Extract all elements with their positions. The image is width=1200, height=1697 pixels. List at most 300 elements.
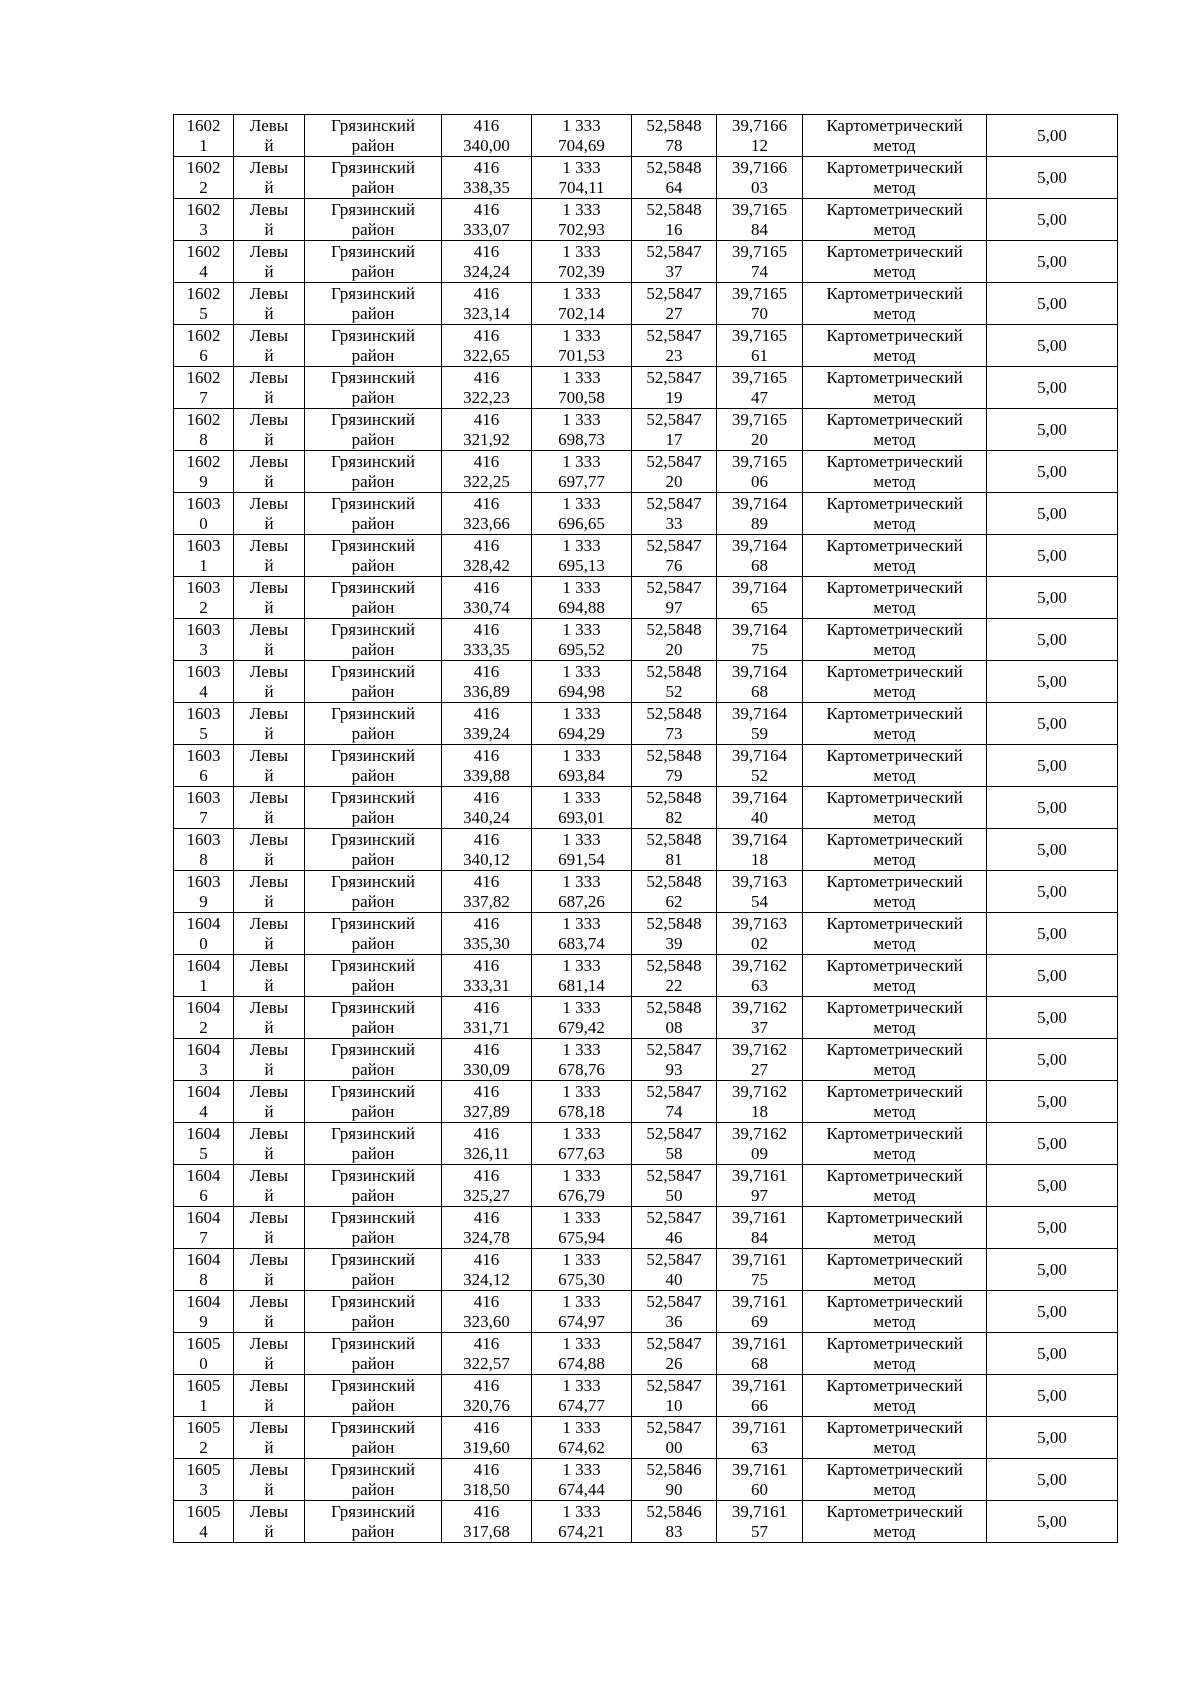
y-coordinate-part1: 1 333 xyxy=(562,1459,601,1479)
district-cell xyxy=(305,619,442,661)
y-coordinate-part1: 1 333 xyxy=(562,115,601,135)
accuracy-cell: 5,00 xyxy=(987,1123,1118,1165)
latitude-part1: 52,5847 xyxy=(646,283,702,303)
y-coordinate-part1: 1 333 xyxy=(562,535,601,555)
side-part1: Левы xyxy=(249,1039,289,1059)
y-coordinate-part1: 1 333 xyxy=(562,745,601,765)
point-number-part2: 1 xyxy=(199,135,208,155)
longitude-part2: 68 xyxy=(751,555,768,575)
point-number-part2: 2 xyxy=(199,1437,208,1457)
x-coordinate-cell xyxy=(442,1207,532,1249)
longitude-part1: 39,7161 xyxy=(731,1459,788,1479)
longitude-part2: 75 xyxy=(751,639,768,659)
accuracy-cell: 5,00 xyxy=(987,1417,1118,1459)
x-coordinate-cell xyxy=(442,913,532,955)
x-coordinate-cell xyxy=(442,829,532,871)
side-part1: Левы xyxy=(249,199,289,219)
longitude-part2: 27 xyxy=(751,1059,768,1079)
x-coordinate-part2: 322,25 xyxy=(463,471,510,491)
method-part2: метод xyxy=(873,975,916,995)
y-coordinate-cell xyxy=(532,955,632,997)
method-part2: метод xyxy=(873,1521,916,1541)
latitude-cell xyxy=(632,241,717,283)
side-cell xyxy=(234,703,305,745)
table-row xyxy=(174,1081,1118,1123)
point-number-part2: 1 xyxy=(199,1395,208,1415)
x-coordinate-cell xyxy=(442,367,532,409)
x-coordinate-part1: 416 xyxy=(473,619,500,639)
y-coordinate-cell xyxy=(532,451,632,493)
accuracy-cell: 5,00 xyxy=(987,1039,1118,1081)
latitude-part1: 52,5847 xyxy=(646,1207,702,1227)
district-part2: район xyxy=(351,1353,395,1373)
latitude-part1: 52,5847 xyxy=(646,1375,702,1395)
method-part1: Картометрический xyxy=(826,1459,963,1479)
y-coordinate-part1: 1 333 xyxy=(562,1207,601,1227)
side-part1: Левы xyxy=(249,241,289,261)
longitude-cell xyxy=(717,787,803,829)
point-number-cell xyxy=(174,115,234,157)
point-number-part2: 3 xyxy=(199,219,208,239)
side-part1: Левы xyxy=(249,1207,289,1227)
x-coordinate-part1: 416 xyxy=(473,1081,500,1101)
coordinates-table xyxy=(173,114,1118,1543)
method-cell xyxy=(803,1333,987,1375)
latitude-part2: 46 xyxy=(665,1227,683,1247)
x-coordinate-part2: 338,35 xyxy=(463,177,510,197)
point-number-part2: 9 xyxy=(199,471,208,491)
latitude-part2: 62 xyxy=(665,891,683,911)
district-cell xyxy=(305,325,442,367)
district-part1: Грязинский xyxy=(331,115,415,135)
method-cell xyxy=(803,1459,987,1501)
x-coordinate-part1: 416 xyxy=(473,493,500,513)
method-part2: метод xyxy=(873,135,916,155)
district-part2: район xyxy=(351,261,395,281)
longitude-cell xyxy=(717,955,803,997)
latitude-part2: 64 xyxy=(665,177,683,197)
point-number-cell xyxy=(174,1165,234,1207)
latitude-cell xyxy=(632,367,717,409)
x-coordinate-cell xyxy=(442,1375,532,1417)
y-coordinate-part2: 674,88 xyxy=(558,1353,605,1373)
y-coordinate-cell xyxy=(532,409,632,451)
latitude-cell xyxy=(632,955,717,997)
side-part2: й xyxy=(264,135,274,155)
accuracy-cell: 5,00 xyxy=(987,703,1118,745)
method-part1: Картометрический xyxy=(826,829,963,849)
accuracy-cell: 5,00 xyxy=(987,1375,1118,1417)
method-part1: Картометрический xyxy=(826,1333,963,1353)
x-coordinate-cell xyxy=(442,241,532,283)
method-cell xyxy=(803,745,987,787)
x-coordinate-part2: 331,71 xyxy=(463,1017,510,1037)
x-coordinate-cell xyxy=(442,1039,532,1081)
side-part2: й xyxy=(264,723,274,743)
district-cell xyxy=(305,1333,442,1375)
side-cell xyxy=(234,1039,305,1081)
method-part1: Картометрический xyxy=(826,199,963,219)
side-cell xyxy=(234,871,305,913)
point-number-cell xyxy=(174,1081,234,1123)
table-row xyxy=(174,241,1118,283)
side-part1: Левы xyxy=(249,1459,289,1479)
district-part2: район xyxy=(351,1269,395,1289)
y-coordinate-cell xyxy=(532,1417,632,1459)
method-part1: Картометрический xyxy=(826,577,963,597)
longitude-part2: 61 xyxy=(751,345,768,365)
point-number-part1: 1605 xyxy=(186,1459,221,1479)
longitude-part2: 74 xyxy=(751,261,768,281)
district-part2: район xyxy=(351,471,395,491)
side-cell xyxy=(234,199,305,241)
method-cell xyxy=(803,829,987,871)
longitude-part2: 60 xyxy=(751,1479,768,1499)
point-number-part1: 1604 xyxy=(186,1207,221,1227)
latitude-cell xyxy=(632,1039,717,1081)
y-coordinate-part2: 702,93 xyxy=(558,219,605,239)
district-part1: Грязинский xyxy=(331,451,415,471)
longitude-cell xyxy=(717,703,803,745)
method-part2: метод xyxy=(873,597,916,617)
point-number-part1: 1604 xyxy=(186,955,221,975)
district-part2: район xyxy=(351,387,395,407)
point-number-cell xyxy=(174,787,234,829)
side-cell xyxy=(234,241,305,283)
district-part1: Грязинский xyxy=(331,241,415,261)
side-part2: й xyxy=(264,219,274,239)
x-coordinate-cell xyxy=(442,661,532,703)
latitude-cell xyxy=(632,661,717,703)
method-part2: метод xyxy=(873,639,916,659)
latitude-part2: 36 xyxy=(665,1311,683,1331)
table-row xyxy=(174,703,1118,745)
longitude-part1: 39,7164 xyxy=(731,661,788,681)
method-part1: Картометрический xyxy=(826,1249,963,1269)
y-coordinate-part2: 693,01 xyxy=(558,807,605,827)
method-part2: метод xyxy=(873,1017,916,1037)
point-number-part2: 3 xyxy=(199,1479,208,1499)
district-part1: Грязинский xyxy=(331,1333,415,1353)
y-coordinate-part1: 1 333 xyxy=(562,1417,601,1437)
latitude-part1: 52,5848 xyxy=(646,157,702,177)
method-cell xyxy=(803,1039,987,1081)
point-number-part2: 5 xyxy=(199,1143,208,1163)
district-part1: Грязинский xyxy=(331,955,415,975)
latitude-part1: 52,5847 xyxy=(646,1417,702,1437)
side-part1: Левы xyxy=(249,829,289,849)
point-number-cell xyxy=(174,1333,234,1375)
latitude-part2: 26 xyxy=(665,1353,683,1373)
method-part1: Картометрический xyxy=(826,745,963,765)
district-part2: район xyxy=(351,303,395,323)
point-number-cell xyxy=(174,829,234,871)
point-number-part1: 1604 xyxy=(186,997,221,1017)
longitude-part1: 39,7165 xyxy=(731,367,788,387)
latitude-part2: 81 xyxy=(665,849,683,869)
side-part2: й xyxy=(264,429,274,449)
latitude-part2: 00 xyxy=(665,1437,683,1457)
latitude-cell xyxy=(632,283,717,325)
point-number-part2: 1 xyxy=(199,975,208,995)
y-coordinate-part2: 704,69 xyxy=(558,135,605,155)
x-coordinate-part2: 333,35 xyxy=(463,639,510,659)
longitude-part2: 65 xyxy=(751,597,768,617)
side-cell xyxy=(234,325,305,367)
district-part2: район xyxy=(351,765,395,785)
method-part2: метод xyxy=(873,1353,916,1373)
y-coordinate-cell xyxy=(532,1375,632,1417)
table-row xyxy=(174,115,1118,157)
method-cell xyxy=(803,1375,987,1417)
side-cell xyxy=(234,409,305,451)
longitude-part1: 39,7165 xyxy=(731,283,788,303)
latitude-part2: 76 xyxy=(665,555,683,575)
x-coordinate-cell xyxy=(442,1333,532,1375)
method-cell xyxy=(803,325,987,367)
district-part2: район xyxy=(351,219,395,239)
district-part1: Грязинский xyxy=(331,1123,415,1143)
y-coordinate-part1: 1 333 xyxy=(562,199,601,219)
district-part1: Грязинский xyxy=(331,409,415,429)
accuracy-cell: 5,00 xyxy=(987,787,1118,829)
y-coordinate-cell xyxy=(532,1123,632,1165)
district-part1: Грязинский xyxy=(331,325,415,345)
accuracy-cell: 5,00 xyxy=(987,1081,1118,1123)
longitude-part2: 68 xyxy=(751,1353,768,1373)
method-part2: метод xyxy=(873,303,916,323)
x-coordinate-part2: 340,00 xyxy=(463,135,510,155)
x-coordinate-cell xyxy=(442,409,532,451)
latitude-part1: 52,5848 xyxy=(646,745,702,765)
latitude-part1: 52,5848 xyxy=(646,703,702,723)
latitude-part1: 52,5847 xyxy=(646,1165,702,1185)
latitude-part2: 17 xyxy=(665,429,683,449)
side-part2: й xyxy=(264,1143,274,1163)
longitude-cell xyxy=(717,1207,803,1249)
latitude-part2: 27 xyxy=(665,303,683,323)
method-part1: Картометрический xyxy=(826,1375,963,1395)
latitude-cell xyxy=(632,913,717,955)
y-coordinate-cell xyxy=(532,115,632,157)
longitude-cell xyxy=(717,1333,803,1375)
latitude-part1: 52,5847 xyxy=(646,1333,702,1353)
side-part2: й xyxy=(264,303,274,323)
latitude-part1: 52,5847 xyxy=(646,367,702,387)
side-cell xyxy=(234,955,305,997)
latitude-part2: 37 xyxy=(665,261,683,281)
x-coordinate-part1: 416 xyxy=(473,1207,500,1227)
district-part2: район xyxy=(351,1311,395,1331)
y-coordinate-part1: 1 333 xyxy=(562,913,601,933)
method-part2: метод xyxy=(873,1185,916,1205)
y-coordinate-cell xyxy=(532,913,632,955)
longitude-cell xyxy=(717,1375,803,1417)
district-part1: Грязинский xyxy=(331,1417,415,1437)
x-coordinate-cell xyxy=(442,619,532,661)
side-part2: й xyxy=(264,1479,274,1499)
table-row xyxy=(174,1123,1118,1165)
latitude-part2: 20 xyxy=(665,471,683,491)
point-number-part1: 1604 xyxy=(186,1039,221,1059)
point-number-part1: 1605 xyxy=(186,1417,221,1437)
x-coordinate-part2: 340,12 xyxy=(463,849,510,869)
side-part2: й xyxy=(264,513,274,533)
point-number-part1: 1603 xyxy=(186,661,221,681)
side-part1: Левы xyxy=(249,955,289,975)
point-number-part1: 1603 xyxy=(186,535,221,555)
side-part1: Левы xyxy=(249,1501,289,1521)
latitude-cell xyxy=(632,115,717,157)
point-number-part1: 1604 xyxy=(186,913,221,933)
method-part1: Картометрический xyxy=(826,1123,963,1143)
latitude-part1: 52,5847 xyxy=(646,535,702,555)
district-part1: Грязинский xyxy=(331,1459,415,1479)
side-part1: Левы xyxy=(249,1165,289,1185)
latitude-cell xyxy=(632,703,717,745)
latitude-part1: 52,5847 xyxy=(646,1039,702,1059)
side-part1: Левы xyxy=(249,619,289,639)
district-part2: район xyxy=(351,849,395,869)
method-part1: Картометрический xyxy=(826,1417,963,1437)
accuracy-cell: 5,00 xyxy=(987,115,1118,157)
longitude-part2: 18 xyxy=(751,849,768,869)
point-number-part2: 7 xyxy=(199,807,208,827)
district-cell xyxy=(305,1249,442,1291)
x-coordinate-part1: 416 xyxy=(473,577,500,597)
accuracy-cell: 5,00 xyxy=(987,1501,1118,1543)
longitude-part2: 59 xyxy=(751,723,768,743)
method-cell xyxy=(803,367,987,409)
point-number-part2: 0 xyxy=(199,933,208,953)
x-coordinate-part1: 416 xyxy=(473,955,500,975)
accuracy-cell: 5,00 xyxy=(987,1291,1118,1333)
district-part1: Грязинский xyxy=(331,829,415,849)
side-cell xyxy=(234,745,305,787)
x-coordinate-cell xyxy=(442,325,532,367)
table-row xyxy=(174,1291,1118,1333)
longitude-cell xyxy=(717,661,803,703)
point-number-part1: 1604 xyxy=(186,1249,221,1269)
x-coordinate-cell xyxy=(442,451,532,493)
method-cell xyxy=(803,1207,987,1249)
side-part2: й xyxy=(264,177,274,197)
method-cell xyxy=(803,1165,987,1207)
accuracy-cell: 5,00 xyxy=(987,745,1118,787)
longitude-part2: 03 xyxy=(751,177,768,197)
y-coordinate-part2: 674,62 xyxy=(558,1437,605,1457)
longitude-part1: 39,7166 xyxy=(731,115,788,135)
point-number-cell xyxy=(174,1207,234,1249)
longitude-part1: 39,7166 xyxy=(731,157,788,177)
method-part2: метод xyxy=(873,765,916,785)
table-row xyxy=(174,283,1118,325)
point-number-part1: 1603 xyxy=(186,829,221,849)
method-part1: Картометрический xyxy=(826,367,963,387)
side-part1: Левы xyxy=(249,703,289,723)
district-part1: Грязинский xyxy=(331,283,415,303)
y-coordinate-part1: 1 333 xyxy=(562,661,601,681)
x-coordinate-cell xyxy=(442,535,532,577)
point-number-cell xyxy=(174,1459,234,1501)
x-coordinate-part1: 416 xyxy=(473,871,500,891)
method-part2: метод xyxy=(873,429,916,449)
point-number-part2: 2 xyxy=(199,177,208,197)
accuracy-cell: 5,00 xyxy=(987,661,1118,703)
table-row xyxy=(174,199,1118,241)
method-cell xyxy=(803,451,987,493)
side-cell xyxy=(234,577,305,619)
side-part2: й xyxy=(264,1353,274,1373)
method-cell xyxy=(803,1501,987,1543)
side-cell xyxy=(234,1291,305,1333)
y-coordinate-part1: 1 333 xyxy=(562,157,601,177)
district-part2: район xyxy=(351,975,395,995)
method-cell xyxy=(803,577,987,619)
method-part1: Картометрический xyxy=(826,1081,963,1101)
longitude-part2: 02 xyxy=(751,933,768,953)
side-cell xyxy=(234,619,305,661)
x-coordinate-part1: 416 xyxy=(473,913,500,933)
district-part2: район xyxy=(351,891,395,911)
longitude-cell xyxy=(717,199,803,241)
point-number-part1: 1602 xyxy=(186,115,221,135)
x-coordinate-part1: 416 xyxy=(473,1291,500,1311)
side-cell xyxy=(234,1207,305,1249)
latitude-cell xyxy=(632,1501,717,1543)
side-part1: Левы xyxy=(249,493,289,513)
district-cell xyxy=(305,1039,442,1081)
longitude-cell xyxy=(717,1501,803,1543)
point-number-part1: 1602 xyxy=(186,367,221,387)
longitude-part1: 39,7165 xyxy=(731,241,788,261)
latitude-part1: 52,5848 xyxy=(646,829,702,849)
longitude-part1: 39,7164 xyxy=(731,535,788,555)
method-part1: Картометрический xyxy=(826,115,963,135)
y-coordinate-cell xyxy=(532,703,632,745)
method-cell xyxy=(803,1081,987,1123)
side-cell xyxy=(234,1417,305,1459)
latitude-part2: 10 xyxy=(665,1395,683,1415)
longitude-part1: 39,7161 xyxy=(731,1165,788,1185)
y-coordinate-part2: 698,73 xyxy=(558,429,605,449)
point-number-part2: 4 xyxy=(199,261,208,281)
longitude-part2: 12 xyxy=(751,135,768,155)
district-cell xyxy=(305,997,442,1039)
latitude-part2: 78 xyxy=(665,135,683,155)
y-coordinate-part1: 1 333 xyxy=(562,409,601,429)
district-cell xyxy=(305,661,442,703)
district-cell xyxy=(305,1417,442,1459)
latitude-part2: 83 xyxy=(665,1521,683,1541)
y-coordinate-part2: 679,42 xyxy=(558,1017,605,1037)
method-part2: метод xyxy=(873,471,916,491)
latitude-cell xyxy=(632,577,717,619)
point-number-cell xyxy=(174,283,234,325)
longitude-cell xyxy=(717,367,803,409)
latitude-part1: 52,5848 xyxy=(646,997,702,1017)
y-coordinate-cell xyxy=(532,661,632,703)
longitude-part1: 39,7164 xyxy=(731,619,788,639)
method-part1: Картометрический xyxy=(826,1165,963,1185)
point-number-part1: 1603 xyxy=(186,577,221,597)
side-cell xyxy=(234,451,305,493)
method-part1: Картометрический xyxy=(826,997,963,1017)
side-part2: й xyxy=(264,765,274,785)
latitude-part2: 93 xyxy=(665,1059,683,1079)
method-cell xyxy=(803,493,987,535)
longitude-cell xyxy=(717,745,803,787)
